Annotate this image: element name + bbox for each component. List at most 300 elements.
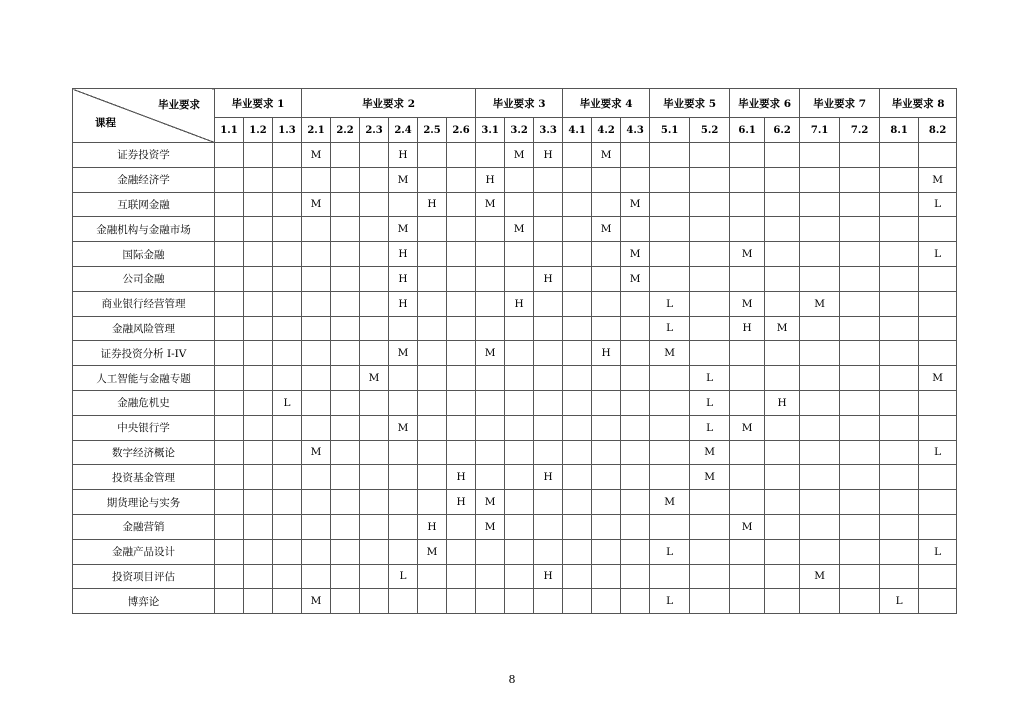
- level-cell: [273, 143, 302, 168]
- level-cell: [244, 415, 273, 440]
- level-cell: [389, 192, 418, 217]
- level-cell: [690, 564, 730, 589]
- level-cell: [880, 490, 919, 515]
- level-cell: [418, 564, 447, 589]
- sub-header-cell: 1.2: [244, 118, 273, 143]
- level-cell: [244, 192, 273, 217]
- table-row: [73, 291, 957, 316]
- level-cell: M: [476, 341, 505, 366]
- course-name-cell: 投资项目评估: [73, 564, 215, 589]
- level-cell: [840, 539, 880, 564]
- course-name-cell: 金融营销: [73, 514, 215, 539]
- level-cell: L: [919, 440, 957, 465]
- level-cell: [730, 217, 765, 242]
- course-name-cell: 公司金融: [73, 266, 215, 291]
- level-cell: [447, 316, 476, 341]
- level-cell: [765, 291, 800, 316]
- level-cell: [418, 589, 447, 614]
- level-cell: [331, 366, 360, 391]
- level-cell: [690, 514, 730, 539]
- level-cell: M: [476, 490, 505, 515]
- level-cell: [273, 465, 302, 490]
- level-cell: [765, 589, 800, 614]
- level-cell: [302, 217, 331, 242]
- sub-header-cell: 5.1: [650, 118, 690, 143]
- level-cell: L: [919, 242, 957, 267]
- table-row: [73, 490, 957, 515]
- level-cell: [302, 514, 331, 539]
- level-cell: [592, 266, 621, 291]
- level-cell: [389, 440, 418, 465]
- group-header-5: 毕业要求 5: [650, 89, 730, 118]
- sub-header-cell: 4.1: [563, 118, 592, 143]
- level-cell: [800, 143, 840, 168]
- level-cell: [331, 242, 360, 267]
- corner-label-requirements: 毕业要求: [158, 99, 200, 111]
- level-cell: [418, 440, 447, 465]
- level-cell: [273, 366, 302, 391]
- level-cell: [244, 143, 273, 168]
- level-cell: [215, 242, 244, 267]
- level-cell: [418, 316, 447, 341]
- level-cell: [621, 390, 650, 415]
- level-cell: [244, 589, 273, 614]
- level-cell: M: [730, 514, 765, 539]
- level-cell: [418, 390, 447, 415]
- level-cell: [650, 440, 690, 465]
- level-cell: [563, 143, 592, 168]
- level-cell: [880, 291, 919, 316]
- level-cell: [690, 539, 730, 564]
- level-cell: [765, 415, 800, 440]
- level-cell: [880, 167, 919, 192]
- requirements-matrix-table: [72, 88, 957, 614]
- level-cell: [919, 589, 957, 614]
- level-cell: [563, 366, 592, 391]
- level-cell: [331, 514, 360, 539]
- level-cell: H: [389, 291, 418, 316]
- level-cell: [302, 291, 331, 316]
- level-cell: [621, 589, 650, 614]
- level-cell: M: [730, 415, 765, 440]
- level-cell: [505, 514, 534, 539]
- level-cell: [765, 341, 800, 366]
- level-cell: [447, 192, 476, 217]
- level-cell: [621, 564, 650, 589]
- level-cell: M: [621, 242, 650, 267]
- diagonal-header-cell: [73, 89, 215, 143]
- table-row: [73, 415, 957, 440]
- level-cell: [650, 242, 690, 267]
- level-cell: [730, 167, 765, 192]
- level-cell: [919, 341, 957, 366]
- level-cell: [840, 440, 880, 465]
- level-cell: [592, 490, 621, 515]
- level-cell: [563, 167, 592, 192]
- level-cell: [505, 415, 534, 440]
- level-cell: [621, 514, 650, 539]
- level-cell: [919, 564, 957, 589]
- level-cell: [840, 514, 880, 539]
- level-cell: [730, 564, 765, 589]
- level-cell: [389, 316, 418, 341]
- level-cell: [505, 192, 534, 217]
- level-cell: [919, 490, 957, 515]
- level-cell: [215, 465, 244, 490]
- level-cell: [505, 589, 534, 614]
- level-cell: M: [302, 440, 331, 465]
- level-cell: H: [389, 143, 418, 168]
- level-cell: [800, 192, 840, 217]
- level-cell: [840, 415, 880, 440]
- level-cell: [534, 341, 563, 366]
- level-cell: M: [800, 291, 840, 316]
- level-cell: [505, 266, 534, 291]
- level-cell: [730, 465, 765, 490]
- level-cell: [360, 192, 389, 217]
- corner-label-course: 课程: [95, 117, 116, 129]
- level-cell: [880, 390, 919, 415]
- level-cell: [505, 564, 534, 589]
- level-cell: M: [690, 465, 730, 490]
- level-cell: [215, 514, 244, 539]
- level-cell: [534, 167, 563, 192]
- level-cell: H: [765, 390, 800, 415]
- level-cell: L: [690, 366, 730, 391]
- table-row: [73, 217, 957, 242]
- level-cell: [360, 440, 389, 465]
- level-cell: [418, 415, 447, 440]
- level-cell: L: [690, 415, 730, 440]
- table-row: [73, 143, 957, 168]
- sub-header-cell: 3.2: [505, 118, 534, 143]
- level-cell: [273, 341, 302, 366]
- level-cell: [302, 465, 331, 490]
- table-row: [73, 390, 957, 415]
- level-cell: [800, 266, 840, 291]
- level-cell: [244, 316, 273, 341]
- level-cell: [690, 291, 730, 316]
- level-cell: [244, 440, 273, 465]
- level-cell: [650, 415, 690, 440]
- level-cell: [800, 490, 840, 515]
- course-name-cell: 证券投资分析 I-IV: [73, 341, 215, 366]
- level-cell: H: [447, 490, 476, 515]
- level-cell: [563, 217, 592, 242]
- level-cell: [650, 143, 690, 168]
- level-cell: [273, 415, 302, 440]
- level-cell: [447, 415, 476, 440]
- level-cell: [534, 539, 563, 564]
- level-cell: [840, 465, 880, 490]
- level-cell: [360, 390, 389, 415]
- level-cell: [765, 366, 800, 391]
- level-cell: [331, 440, 360, 465]
- level-cell: [650, 217, 690, 242]
- level-cell: [592, 390, 621, 415]
- course-name-cell: 金融风险管理: [73, 316, 215, 341]
- level-cell: [563, 465, 592, 490]
- level-cell: [840, 564, 880, 589]
- level-cell: H: [447, 465, 476, 490]
- level-cell: [476, 217, 505, 242]
- level-cell: [880, 465, 919, 490]
- level-cell: [360, 589, 389, 614]
- level-cell: [919, 266, 957, 291]
- level-cell: [730, 539, 765, 564]
- level-cell: [418, 366, 447, 391]
- level-cell: [273, 490, 302, 515]
- level-cell: [563, 539, 592, 564]
- level-cell: [690, 217, 730, 242]
- level-cell: [765, 465, 800, 490]
- level-cell: [563, 192, 592, 217]
- level-cell: [919, 217, 957, 242]
- course-name-cell: 商业银行经营管理: [73, 291, 215, 316]
- level-cell: [880, 366, 919, 391]
- level-cell: [273, 217, 302, 242]
- sub-header-cell: 2.3: [360, 118, 389, 143]
- level-cell: [302, 266, 331, 291]
- level-cell: [765, 192, 800, 217]
- level-cell: M: [476, 192, 505, 217]
- level-cell: [447, 167, 476, 192]
- group-header-4: 毕业要求 4: [563, 89, 650, 118]
- level-cell: M: [476, 514, 505, 539]
- level-cell: [919, 316, 957, 341]
- level-cell: [534, 490, 563, 515]
- level-cell: [592, 440, 621, 465]
- level-cell: [215, 440, 244, 465]
- course-name-cell: 投资基金管理: [73, 465, 215, 490]
- level-cell: M: [389, 415, 418, 440]
- table-row: [73, 539, 957, 564]
- group-header-2: 毕业要求 2: [302, 89, 476, 118]
- level-cell: H: [389, 266, 418, 291]
- group-header-3: 毕业要求 3: [476, 89, 563, 118]
- level-cell: [447, 341, 476, 366]
- level-cell: [331, 266, 360, 291]
- level-cell: [331, 390, 360, 415]
- level-cell: [331, 143, 360, 168]
- level-cell: [418, 266, 447, 291]
- level-cell: M: [621, 266, 650, 291]
- table-row: [73, 564, 957, 589]
- level-cell: [800, 589, 840, 614]
- level-cell: [880, 539, 919, 564]
- level-cell: [360, 167, 389, 192]
- level-cell: [215, 291, 244, 316]
- level-cell: [840, 291, 880, 316]
- level-cell: [534, 242, 563, 267]
- level-cell: M: [389, 341, 418, 366]
- level-cell: [418, 167, 447, 192]
- level-cell: [800, 465, 840, 490]
- level-cell: [302, 415, 331, 440]
- level-cell: [800, 539, 840, 564]
- level-cell: [476, 266, 505, 291]
- course-name-cell: 金融经济学: [73, 167, 215, 192]
- level-cell: [447, 366, 476, 391]
- level-cell: M: [505, 217, 534, 242]
- level-cell: L: [919, 539, 957, 564]
- level-cell: [215, 316, 244, 341]
- level-cell: [447, 291, 476, 316]
- level-cell: M: [360, 366, 389, 391]
- level-cell: [800, 415, 840, 440]
- level-cell: L: [389, 564, 418, 589]
- level-cell: [244, 217, 273, 242]
- table-row: [73, 316, 957, 341]
- level-cell: [418, 465, 447, 490]
- course-name-cell: 金融产品设计: [73, 539, 215, 564]
- level-cell: [919, 465, 957, 490]
- level-cell: [476, 465, 505, 490]
- level-cell: [331, 316, 360, 341]
- table-row: [73, 167, 957, 192]
- level-cell: [360, 415, 389, 440]
- level-cell: [621, 465, 650, 490]
- level-cell: [273, 539, 302, 564]
- level-cell: [765, 266, 800, 291]
- level-cell: [840, 341, 880, 366]
- level-cell: M: [690, 440, 730, 465]
- level-cell: [840, 242, 880, 267]
- sub-header-cell: 2.5: [418, 118, 447, 143]
- level-cell: [563, 242, 592, 267]
- level-cell: [215, 539, 244, 564]
- level-cell: H: [534, 564, 563, 589]
- sub-header-cell: 5.2: [690, 118, 730, 143]
- sub-header-cell: 2.6: [447, 118, 476, 143]
- level-cell: [331, 341, 360, 366]
- sub-header-cell: 6.2: [765, 118, 800, 143]
- level-cell: [215, 390, 244, 415]
- level-cell: [765, 242, 800, 267]
- level-cell: [563, 564, 592, 589]
- level-cell: [800, 440, 840, 465]
- table-row: [73, 341, 957, 366]
- level-cell: [592, 316, 621, 341]
- level-cell: [563, 490, 592, 515]
- table-row: [73, 589, 957, 614]
- level-cell: [690, 316, 730, 341]
- sub-header-cell: 3.1: [476, 118, 505, 143]
- level-cell: [880, 242, 919, 267]
- table-row: [73, 440, 957, 465]
- level-cell: [840, 217, 880, 242]
- level-cell: [505, 465, 534, 490]
- level-cell: [919, 390, 957, 415]
- level-cell: [505, 440, 534, 465]
- table-row: [73, 514, 957, 539]
- level-cell: M: [505, 143, 534, 168]
- level-cell: [690, 143, 730, 168]
- level-cell: [418, 341, 447, 366]
- level-cell: [880, 514, 919, 539]
- level-cell: M: [418, 539, 447, 564]
- sub-header-cell: 7.1: [800, 118, 840, 143]
- level-cell: [880, 192, 919, 217]
- level-cell: L: [650, 291, 690, 316]
- level-cell: [331, 564, 360, 589]
- level-cell: [880, 266, 919, 291]
- level-cell: [800, 366, 840, 391]
- level-cell: [476, 589, 505, 614]
- level-cell: [534, 366, 563, 391]
- level-cell: [765, 490, 800, 515]
- level-cell: [447, 266, 476, 291]
- level-cell: [730, 143, 765, 168]
- level-cell: [730, 266, 765, 291]
- level-cell: [621, 539, 650, 564]
- level-cell: [880, 143, 919, 168]
- level-cell: [730, 192, 765, 217]
- level-cell: L: [650, 589, 690, 614]
- level-cell: [765, 167, 800, 192]
- level-cell: M: [389, 217, 418, 242]
- level-cell: [880, 217, 919, 242]
- level-cell: [244, 514, 273, 539]
- level-cell: [505, 390, 534, 415]
- level-cell: [505, 490, 534, 515]
- level-cell: [840, 143, 880, 168]
- level-cell: [690, 490, 730, 515]
- level-cell: [534, 440, 563, 465]
- level-cell: [331, 415, 360, 440]
- level-cell: [273, 440, 302, 465]
- level-cell: [880, 415, 919, 440]
- level-cell: [534, 415, 563, 440]
- level-cell: [840, 192, 880, 217]
- course-name-cell: 国际金融: [73, 242, 215, 267]
- level-cell: [534, 291, 563, 316]
- sub-header-cell: 6.1: [730, 118, 765, 143]
- sub-header-cell: 7.2: [840, 118, 880, 143]
- level-cell: M: [919, 167, 957, 192]
- level-cell: [534, 192, 563, 217]
- level-cell: [800, 167, 840, 192]
- level-cell: [331, 539, 360, 564]
- level-cell: H: [534, 266, 563, 291]
- level-cell: [765, 143, 800, 168]
- level-cell: [418, 217, 447, 242]
- level-cell: [730, 490, 765, 515]
- level-cell: M: [302, 192, 331, 217]
- level-cell: [244, 539, 273, 564]
- level-cell: [476, 143, 505, 168]
- level-cell: [476, 366, 505, 391]
- level-cell: M: [621, 192, 650, 217]
- table-row: [73, 242, 957, 267]
- level-cell: [273, 291, 302, 316]
- level-cell: [244, 564, 273, 589]
- level-cell: [476, 539, 505, 564]
- table-row: [73, 366, 957, 391]
- level-cell: [919, 514, 957, 539]
- level-cell: [800, 242, 840, 267]
- level-cell: [447, 440, 476, 465]
- level-cell: [476, 316, 505, 341]
- sub-header-cell: 8.2: [919, 118, 957, 143]
- level-cell: [389, 589, 418, 614]
- level-cell: [690, 589, 730, 614]
- level-cell: [840, 490, 880, 515]
- level-cell: L: [880, 589, 919, 614]
- level-cell: [476, 390, 505, 415]
- level-cell: [447, 539, 476, 564]
- level-cell: L: [919, 192, 957, 217]
